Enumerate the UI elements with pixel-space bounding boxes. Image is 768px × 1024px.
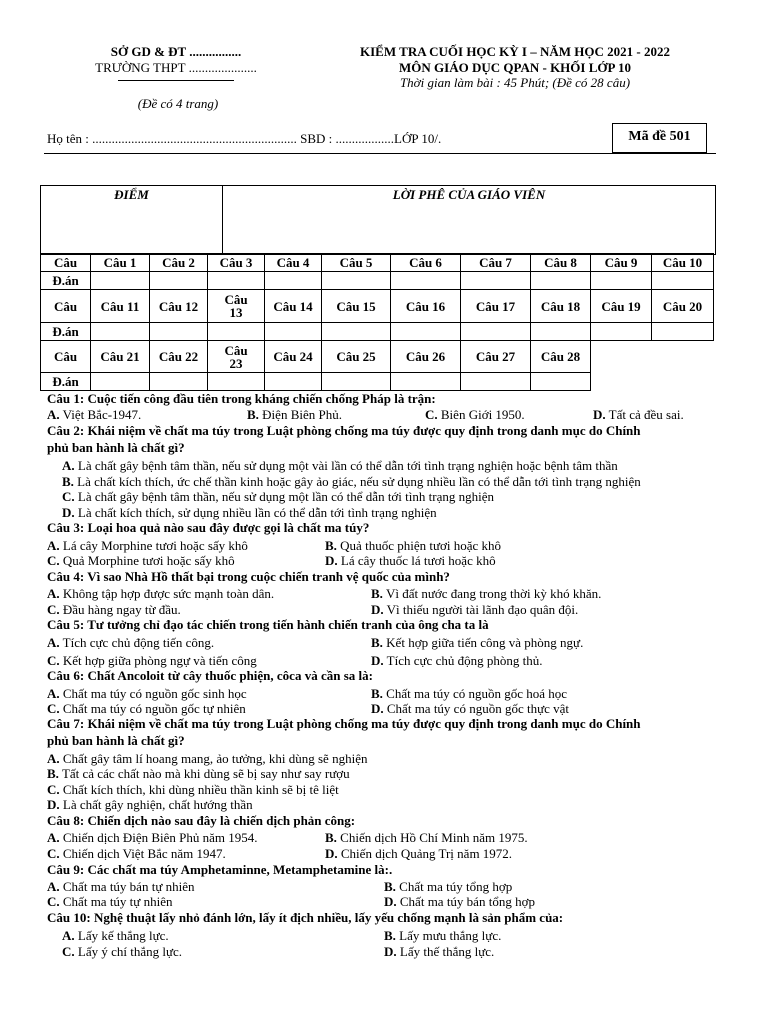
q6-option-b[interactable]: B. Chất ma túy có nguồn gốc hoá học	[371, 686, 568, 701]
answer-cell[interactable]	[150, 272, 208, 290]
school-label: TRƯỜNG THPT .....................	[95, 60, 257, 75]
q4-option-d[interactable]: D. Vì thiếu người tài lãnh đạo quân đội.	[371, 602, 579, 617]
grid-q17: Câu 17	[461, 290, 531, 323]
answer-cell[interactable]	[461, 323, 531, 341]
question-2: Câu 2: Khái niệm về chất ma túy trong Luật phòng chống ma túy được quy định trong danh mục do Chính	[47, 423, 641, 438]
page-count-note: (Đề có 4 trang)	[137, 96, 219, 111]
cau-label: Câu	[41, 254, 91, 272]
q5-option-c[interactable]: C. Kết hợp giữa phòng ngự và tiến công	[47, 653, 257, 668]
q9-option-a[interactable]: A. Chất ma túy bán tự nhiên	[47, 879, 195, 894]
q2-option-d[interactable]: D. Là chất kích thích, sử dụng nhiều lần có thể dẫn tới tình trạng nghiện	[62, 505, 437, 520]
q1-option-b[interactable]: B. Điện Biên Phủ.	[247, 407, 342, 422]
answer-cell[interactable]	[391, 323, 461, 341]
question-8: Câu 8: Chiến dịch nào sau đây là chiến dịch phản công:	[47, 813, 356, 828]
q9-option-b[interactable]: B. Chất ma túy tổng hợp	[384, 879, 513, 894]
q4-option-a[interactable]: A. Không tập hợp được sức mạnh toàn dân.	[47, 586, 275, 601]
grid-empty	[652, 373, 714, 391]
grid-q21: Câu 21	[91, 341, 150, 373]
grid-q3: Câu 3	[208, 254, 265, 272]
exam-title: KIỂM TRA CUỐI HỌC KỲ I – NĂM HỌC 2021 - 2022	[360, 44, 670, 59]
answer-cell[interactable]	[150, 323, 208, 341]
answer-cell[interactable]	[208, 272, 265, 290]
exam-code-box: Mã đề 501	[612, 123, 707, 153]
department-label: SỞ GD & ĐT ................	[110, 44, 242, 59]
q7-option-b[interactable]: B. Tất cả các chất nào mà khi dùng sẽ bị say như say rượu	[47, 766, 350, 781]
dan-label: Đ.án	[41, 323, 91, 341]
answer-cell[interactable]	[265, 323, 322, 341]
q2-option-c[interactable]: C. Là chất gây bệnh tâm thần, nếu sử dụng một lần có thể dẫn tới tình trạng nghiện	[62, 489, 494, 504]
q6-option-d[interactable]: D. Chất ma túy có nguồn gốc thực vật	[371, 701, 570, 716]
q2-option-a[interactable]: A. Là chất gây bệnh tâm thần, nếu sử dụng một vài lần có thể dẫn tới tình trạng nghiện hoặc bệnh tâm thần	[62, 458, 618, 473]
teacher-comment-label: LỜI PHÊ CỦA GIÁO VIÊN	[392, 187, 546, 202]
grid-q4: Câu 4	[265, 254, 322, 272]
answer-cell[interactable]	[150, 373, 208, 391]
grid-empty	[652, 341, 714, 373]
grid-q10: Câu 10	[652, 254, 714, 272]
grid-q25: Câu 25	[322, 341, 391, 373]
q1-option-c[interactable]: C. Biên Giới 1950.	[425, 407, 525, 422]
q5-option-a[interactable]: A. Tích cực chủ động tiến công.	[47, 635, 215, 650]
grid-q2: Câu 2	[150, 254, 208, 272]
answer-cell[interactable]	[461, 373, 531, 391]
grid-q28: Câu 28	[531, 341, 591, 373]
grid-q12: Câu 12	[150, 290, 208, 323]
answer-cell[interactable]	[391, 272, 461, 290]
q2-option-b[interactable]: B. Là chất kích thích, ức chế thần kinh hoặc gây ảo giác, nếu sử dụng nhiều lần có thể dẫn tới tình trạng nghiện	[62, 474, 641, 489]
question-3: Câu 3: Loại hoa quả nào sau đây được gọi là chất ma túy?	[47, 520, 370, 535]
grid-q7: Câu 7	[461, 254, 531, 272]
dan-label: Đ.án	[41, 272, 91, 290]
q5-option-d[interactable]: D. Tích cực chủ động phòng thủ.	[371, 653, 543, 668]
grid-q22: Câu 22	[150, 341, 208, 373]
question-7: Câu 7: Khái niệm về chất ma túy trong Luật phòng chống ma túy được quy định trong danh mục do Chính	[47, 716, 641, 731]
answer-grid	[40, 253, 714, 391]
answer-cell[interactable]	[91, 373, 150, 391]
answer-cell[interactable]	[461, 272, 531, 290]
grid-q9: Câu 9	[591, 254, 652, 272]
grid-q8: Câu 8	[531, 254, 591, 272]
q3-option-c[interactable]: C. Quả Morphine tươi hoặc sấy khô	[47, 553, 235, 568]
exam-subject: MÔN GIÁO DỤC QPAN - KHỐI LỚP 10	[399, 60, 631, 75]
grid-answer-row-2	[41, 323, 714, 341]
answer-cell[interactable]	[591, 272, 652, 290]
q8-option-a[interactable]: A. Chiến dịch Điện Biên Phủ năm 1954.	[47, 830, 258, 845]
score-comment-box	[40, 185, 716, 255]
q1-option-a[interactable]: A. Việt Bắc-1947.	[47, 407, 142, 422]
answer-cell[interactable]	[652, 323, 714, 341]
question-10: Câu 10: Nghệ thuật lấy nhỏ đánh lớn, lấy ít địch nhiều, lấy yếu chống mạnh là sản phẩm của:	[47, 910, 564, 925]
answer-cell[interactable]	[265, 373, 322, 391]
answer-cell[interactable]	[265, 272, 322, 290]
q7-option-d[interactable]: D. Là chất gây nghiện, chất hướng thần	[47, 797, 253, 812]
q10-option-a[interactable]: A. Lấy kế thắng lực.	[62, 928, 169, 943]
grid-question-row-3	[41, 341, 714, 373]
question-2-cont: phủ ban hành là chất gì?	[47, 440, 185, 455]
grid-q11: Câu 11	[91, 290, 150, 323]
q9-option-d[interactable]: D. Chất ma túy bán tổng hợp	[384, 894, 535, 909]
question-4: Câu 4: Vì sao Nhà Hồ thất bại trong cuộc chiến tranh vệ quốc của mình?	[47, 569, 450, 584]
q6-option-c[interactable]: C. Chất ma túy có nguồn gốc tự nhiên	[47, 701, 246, 716]
grid-q6: Câu 6	[391, 254, 461, 272]
grid-q16: Câu 16	[391, 290, 461, 323]
grid-question-row-1	[41, 254, 714, 272]
grid-q18: Câu 18	[531, 290, 591, 323]
q6-option-a[interactable]: A. Chất ma túy có nguồn gốc sinh học	[47, 686, 247, 701]
answer-cell[interactable]	[591, 323, 652, 341]
q9-option-c[interactable]: C. Chất ma túy tự nhiên	[47, 894, 173, 909]
q7-option-a[interactable]: A. Chất gây tâm lí hoang mang, ảo tưởng, khi dùng sẽ nghiện	[47, 751, 368, 766]
grid-q23: Câu 23	[208, 341, 265, 373]
q3-option-b[interactable]: B. Quả thuốc phiện tươi hoặc khô	[325, 538, 502, 553]
student-info-line: Họ tên : ............................................................... SBD : ..................LỚP 10/.	[47, 131, 442, 146]
grid-q26: Câu 26	[391, 341, 461, 373]
grid-empty	[591, 373, 652, 391]
q10-option-b[interactable]: B. Lấy mưu thắng lực.	[384, 928, 502, 943]
answer-cell[interactable]	[91, 323, 150, 341]
question-1: Câu 1: Cuộc tiến công đầu tiên trong kháng chiến chống Pháp là trận:	[47, 391, 436, 406]
answer-cell[interactable]	[91, 272, 150, 290]
answer-cell[interactable]	[391, 373, 461, 391]
question-7-cont: phủ ban hành là chất gì?	[47, 733, 185, 748]
grid-q5: Câu 5	[322, 254, 391, 272]
grid-q13: Câu 13	[208, 290, 265, 323]
q10-option-c[interactable]: C. Lấy ý chí thắng lực.	[62, 944, 183, 959]
grid-empty	[591, 341, 652, 373]
grid-answer-row-1	[41, 272, 714, 290]
answer-cell[interactable]	[531, 373, 591, 391]
q8-option-d[interactable]: D. Chiến dịch Quảng Trị năm 1972.	[325, 846, 513, 861]
question-6: Câu 6: Chất Ancoloit từ cây thuốc phiện, côca và cần sa là:	[47, 668, 373, 683]
grid-q19: Câu 19	[591, 290, 652, 323]
answer-cell[interactable]	[322, 373, 391, 391]
question-5: Câu 5: Tư tưởng chỉ đạo tác chiến trong tiến hành chiến tranh của ông cha ta là	[47, 617, 489, 632]
grid-q27: Câu 27	[461, 341, 531, 373]
grid-q24: Câu 24	[265, 341, 322, 373]
question-9: Câu 9: Các chất ma túy Amphetaminne, Metamphetamine là:.	[47, 862, 393, 877]
answer-cell[interactable]	[322, 272, 391, 290]
q8-option-c[interactable]: C. Chiến dịch Việt Bắc năm 1947.	[47, 846, 226, 861]
cau-label: Câu	[41, 290, 91, 323]
answer-cell[interactable]	[652, 272, 714, 290]
answer-cell[interactable]	[322, 323, 391, 341]
dan-label: Đ.án	[41, 373, 91, 391]
q1-option-d[interactable]: D. Tất cả đều sai.	[593, 407, 684, 422]
q4-option-b[interactable]: B. Vì đất nước đang trong thời kỳ khó khăn.	[371, 586, 602, 601]
cau-label: Câu	[41, 341, 91, 373]
score-label: ĐIỂM	[114, 187, 149, 202]
q3-option-a[interactable]: A. Lá cây Morphine tươi hoặc sấy khô	[47, 538, 248, 553]
header-divider	[118, 80, 234, 81]
q5-option-b[interactable]: B. Kết hợp giữa tiến công và phòng ngự.	[371, 635, 584, 650]
grid-q1: Câu 1	[91, 254, 150, 272]
q4-option-c[interactable]: C. Đầu hàng ngay từ đầu.	[47, 602, 181, 617]
grid-answer-row-3	[41, 373, 714, 391]
q3-option-d[interactable]: D. Lá cây thuốc lá tươi hoặc khô	[325, 553, 496, 568]
answer-cell[interactable]	[208, 323, 265, 341]
q7-option-c[interactable]: C. Chất kích thích, khi dùng nhiều thần kinh sẽ bị tê liệt	[47, 782, 339, 797]
grid-q20: Câu 20	[652, 290, 714, 323]
grid-q15: Câu 15	[322, 290, 391, 323]
grid-q14: Câu 14	[265, 290, 322, 323]
q10-option-d[interactable]: D. Lấy thế thắng lực.	[384, 944, 495, 959]
header-rule	[44, 153, 716, 154]
answer-cell[interactable]	[208, 373, 265, 391]
exam-time: Thời gian làm bài : 45 Phút; (Đề có 28 câu)	[399, 75, 631, 90]
answer-cell[interactable]	[531, 272, 591, 290]
q8-option-b[interactable]: B. Chiến dịch Hồ Chí Minh năm 1975.	[325, 830, 528, 845]
answer-cell[interactable]	[531, 323, 591, 341]
grid-question-row-2	[41, 290, 714, 323]
